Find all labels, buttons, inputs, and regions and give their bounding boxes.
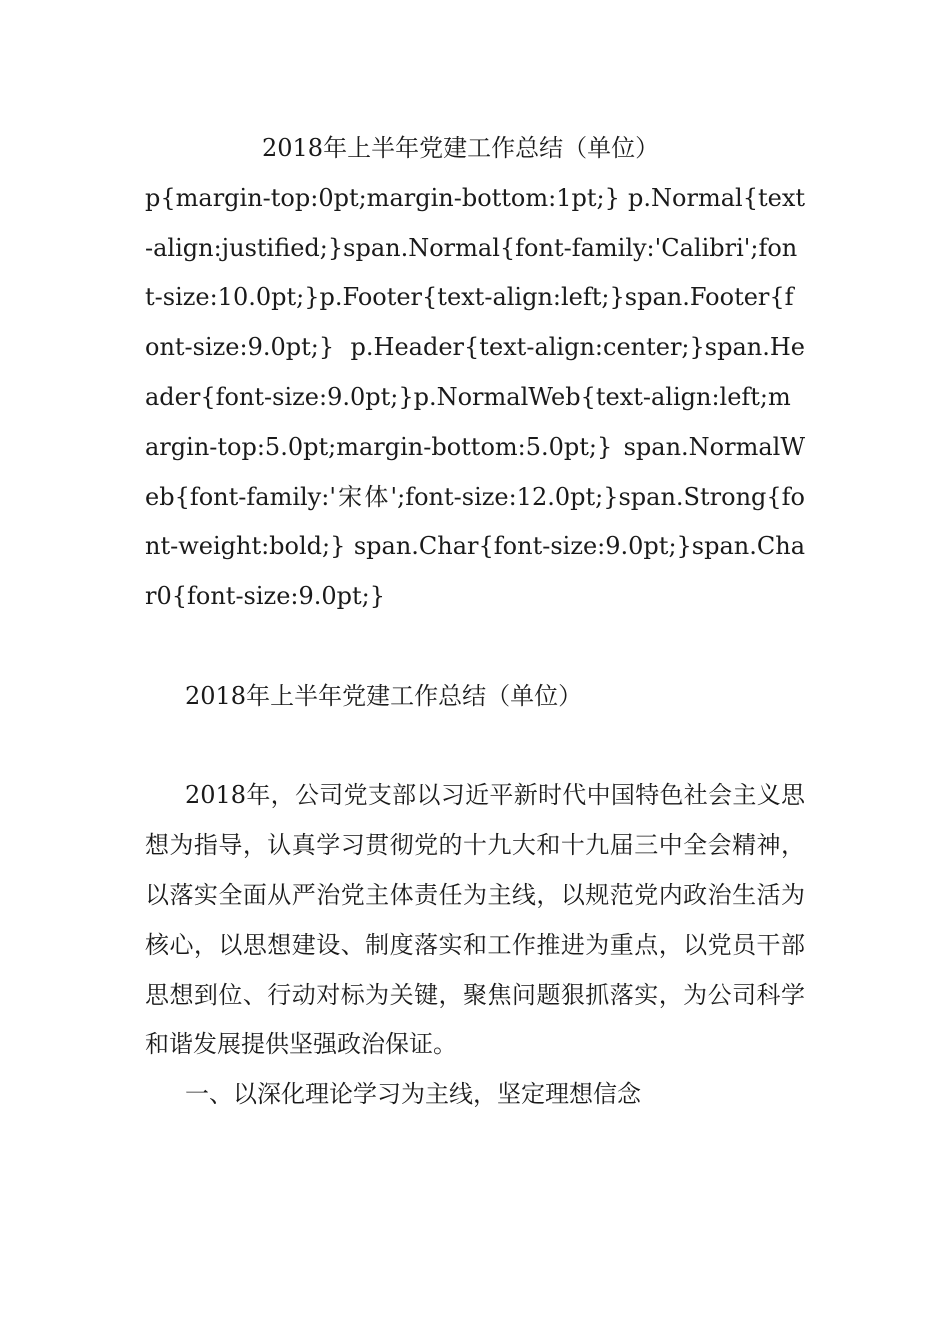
blank-line [145,622,805,672]
blank-line [145,722,805,772]
document-subtitle: 2018年上半年党建工作总结（单位） [185,681,583,710]
section-heading: 一、以深化理论学习为主线，坚定理想信念 [185,1080,641,1109]
embedded-css-text: p{margin-top:0pt;margin-bottom:1pt;} p.Normal{text-align:justified;}span.Normal{font-family:'Calibri';font-size:10.0pt;}p.Footer{text-align:left;}span.Footer{font-size:9.0pt;} p.Header{text-align:center;}span.Header{font-size:9.0pt;}p.NormalWeb{text-align:left;margin-top:5.0pt;margin-bottom:5.0pt;} span.NormalWeb{font-family:'宋体';font-size:12.0pt;}span.Strong{font-weight:bold;} span.Char{font-size:9.0pt;}span.Char0{font-size:9.0pt;} [145,183,805,611]
document-title: 2018年上半年党建工作总结（单位） [262,134,660,162]
document-page [145,124,805,1120]
intro-paragraph: 2018年，公司党支部以习近平新时代中国特色社会主义思想为指导，认真学习贯彻党的十九大和十九届三中全会精神，以落实全面从严治党主体责任为主线，以规范党内政治生活为核心，以思想建设、制度落实和工作推进为重点，以党员干部思想到位、行动对标为关键，聚焦问题狠抓落实，为公司科学和谐发展提供坚强政治保证。 [145,781,805,1059]
